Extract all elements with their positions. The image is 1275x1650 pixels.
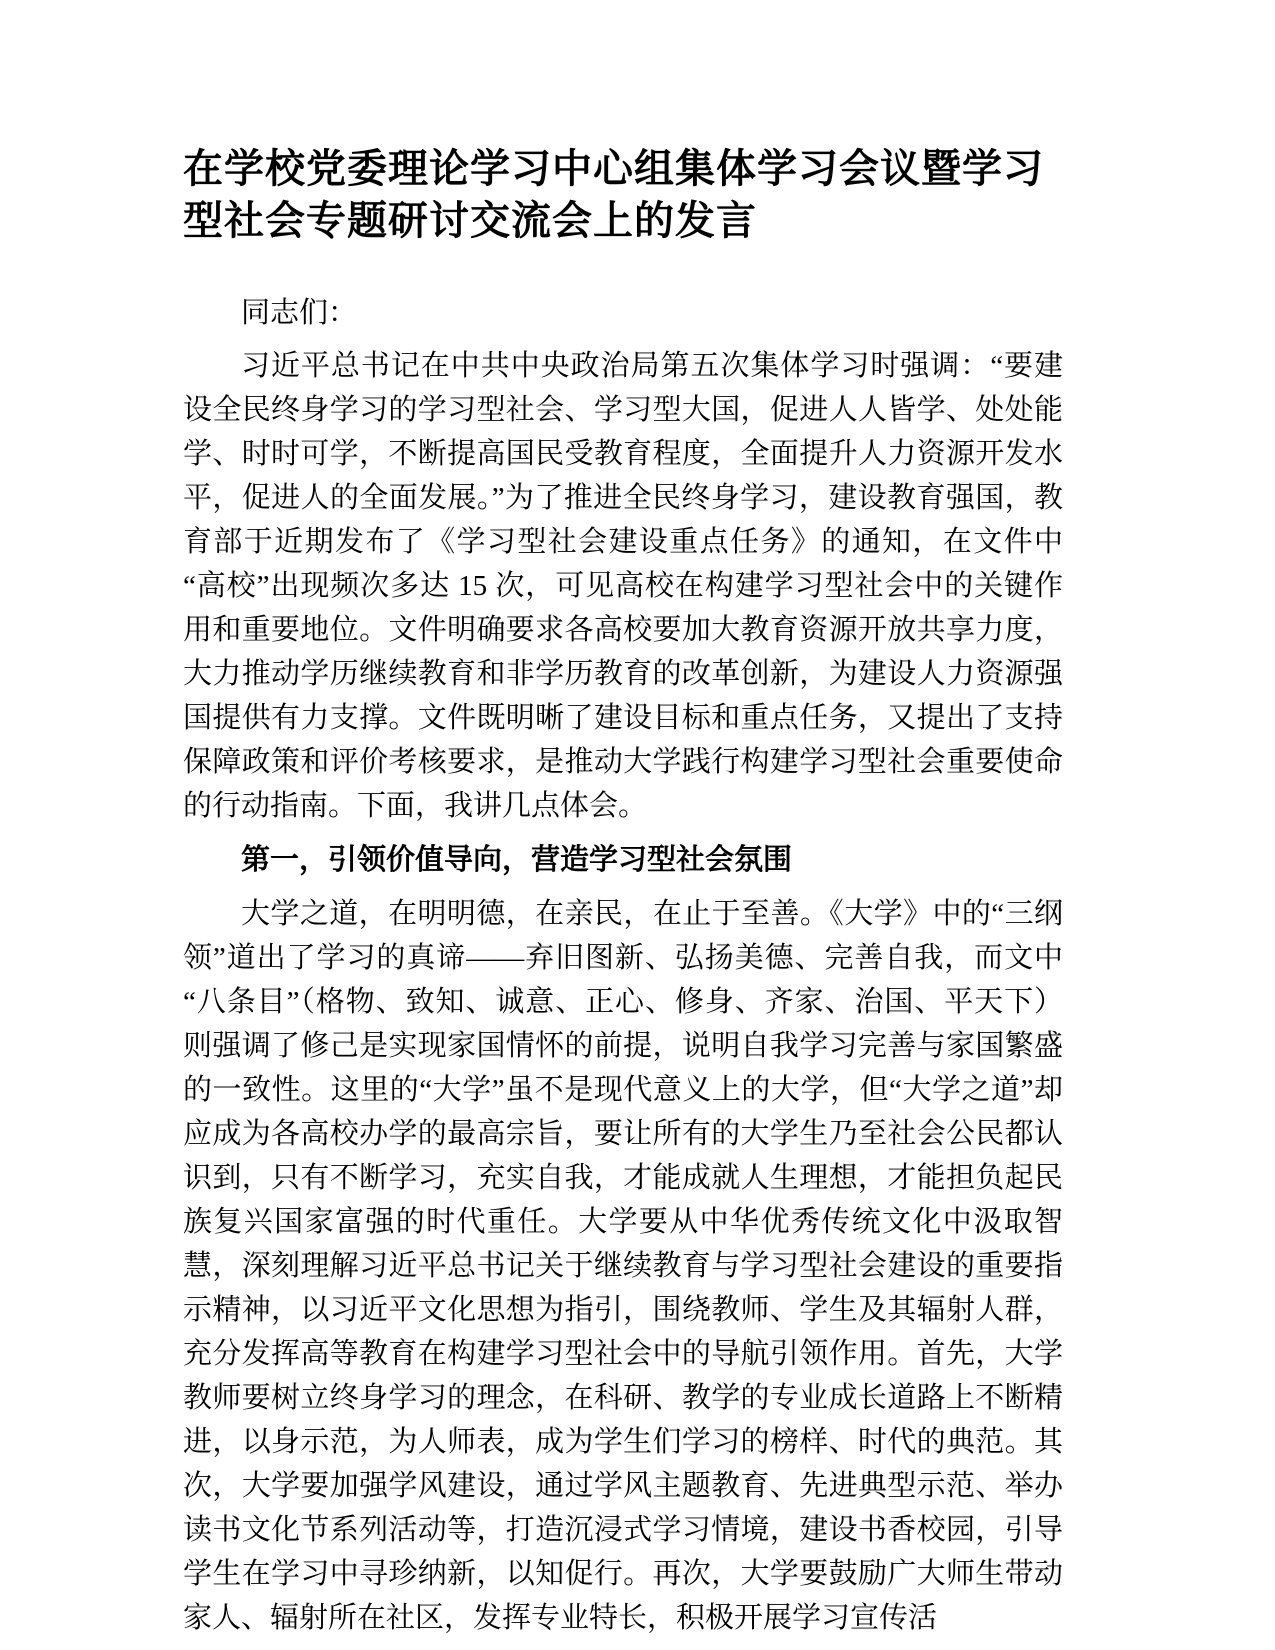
salutation: 同志们： (241, 297, 358, 329)
document-title: 在学校党委理论学习中心组集体学习会议暨学习型社会专题研讨交流会上的发言 (183, 147, 1044, 243)
section-1-heading: 第一，引领价值导向，营造学习型社会氛围 (241, 844, 793, 876)
section-1-paragraph: 大学之道，在明明德，在亲民，在止于至善。《大学》中的“三纲领”道出了学习的真谛——弃旧图新、弘扬美德、完善自我，而文中“八条目”（格物、致知、诚意、正心、修身、齐家、治国、平天下）则强调了修己是实现家国情怀的前提，说明自我学习完善与家国繁盛的一致性。这里的“大学”虽不是现代意义上的大学，但“大学之道”却应成为各高校办学的最高宗旨，要让所有的大学生乃至社会公民都认识到，只有不断学习，充实自我，才能成就人生理想，才能担负起民族复兴国家富强的时代重任。大学要从中华优秀传统文化中汲取智慧，深刻理解习近平总书记关于继续教育与学习型社会建设的重要指示精神，以习近平文化思想为指引，围绕教师、学生及其辐射人群，充分发挥高等教育在构建学习型社会中的导航引领作用。首先，大学教师要树立终身学习的理念，在科研、教学的专业成长道路上不断精进，以身示范，为人师表，成为学生们学习的榜样、时代的典范。其次，大学要加强学风建设，通过学风主题教育、先进典型示范、举办读书文化节系列活动等，打造沉浸式学习情境，建设书香校园，引导学生在学习中寻珍纳新，以知促行。再次，大学要鼓励广大师生带动家人、辐射所在社区，发挥专业特长，积极开展学习宣传活 (183, 898, 1063, 1634)
intro-paragraph: 习近平总书记在中共中央政治局第五次集体学习时强调：“要建设全民终身学习的学习型社会、学习型大国，促进人人皆学、处处能学、时时可学，不断提高国民受教育程度，全面提升人力资源开发水平，促进人的全面发展。”为了推进全民终身学习，建设教育强国，教育部于近期发布了《学习型社会建设重点任务》的通知，在文件中“高校”出现频次多达 15 次，可见高校在构建学习型社会中的关键作用和重要地位。文件明确要求各高校要加大教育资源开放共享力度，大力推动学历继续教育和非学历教育的改革创新，为建设人力资源强国提供有力支撑。文件既明晰了建设目标和重点任务，又提出了支持保障政策和评价考核要求，是推动大学践行构建学习型社会重要使命的行动指南。下面，我讲几点体会。 (183, 350, 1063, 822)
